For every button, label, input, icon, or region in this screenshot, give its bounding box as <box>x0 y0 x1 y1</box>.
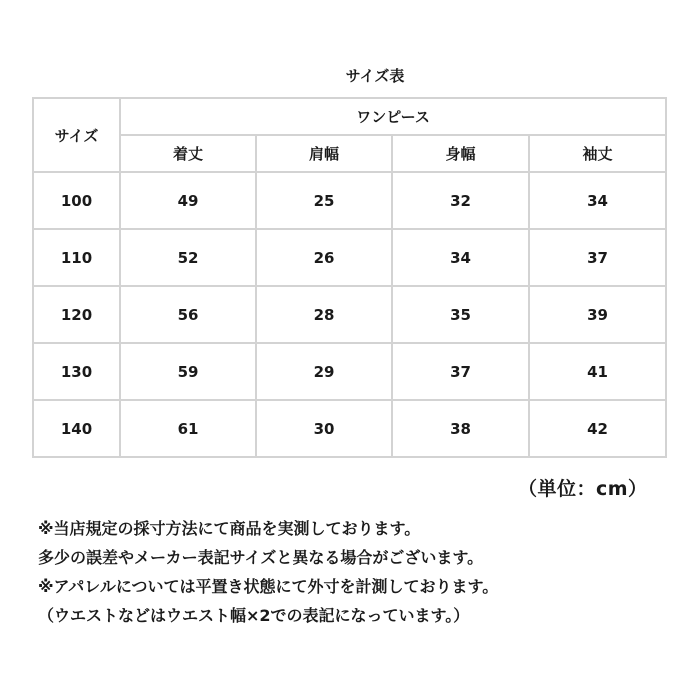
table-cell: 34 <box>392 229 529 286</box>
table-cell: 37 <box>392 343 529 400</box>
table-row <box>33 343 666 400</box>
table-cell: 25 <box>256 172 392 229</box>
table-cell: 52 <box>120 229 256 286</box>
column-header: 身幅 <box>392 135 529 172</box>
table-cell: 37 <box>529 229 666 286</box>
table-cell: 49 <box>120 172 256 229</box>
column-header: 肩幅 <box>256 135 392 172</box>
notes <box>38 514 498 630</box>
table-row <box>33 400 666 457</box>
note-line: 多少の誤差やメーカー表記サイズと異なる場合がございます。 <box>38 548 484 567</box>
size-cell: 120 <box>33 286 120 343</box>
table-cell: 32 <box>392 172 529 229</box>
table-cell: 30 <box>256 400 392 457</box>
table-cell: 35 <box>392 286 529 343</box>
table-row <box>33 229 666 286</box>
table-cell: 29 <box>256 343 392 400</box>
table-cell: 34 <box>529 172 666 229</box>
size-table <box>32 97 667 458</box>
group-header: ワンピース <box>120 98 666 135</box>
table-cell: 42 <box>529 400 666 457</box>
column-header: 着丈 <box>120 135 256 172</box>
size-cell: 110 <box>33 229 120 286</box>
table-cell: 28 <box>256 286 392 343</box>
table-row <box>33 286 666 343</box>
table-cell: 38 <box>392 400 529 457</box>
header-row-group <box>33 98 666 135</box>
size-cell: 140 <box>33 400 120 457</box>
chart-title: サイズ表 <box>345 67 405 85</box>
note-line: （ウエストなどはウエスト幅×2での表記になっています。） <box>38 606 470 625</box>
table-cell: 26 <box>256 229 392 286</box>
table-cell: 59 <box>120 343 256 400</box>
size-header: サイズ <box>33 98 120 172</box>
header-row-columns <box>33 135 666 172</box>
table-cell: 39 <box>529 286 666 343</box>
table-cell: 61 <box>120 400 256 457</box>
table-cell: 41 <box>529 343 666 400</box>
note-line: ※当店規定の採寸方法にて商品を実測しております。 <box>38 519 421 538</box>
column-header: 袖丈 <box>529 135 666 172</box>
unit-label: （単位：cm） <box>518 478 648 500</box>
size-cell: 130 <box>33 343 120 400</box>
table-row <box>33 172 666 229</box>
table-cell: 56 <box>120 286 256 343</box>
size-cell: 100 <box>33 172 120 229</box>
note-line: ※アパレルについては平置き状態にて外寸を計測しております。 <box>38 577 499 596</box>
